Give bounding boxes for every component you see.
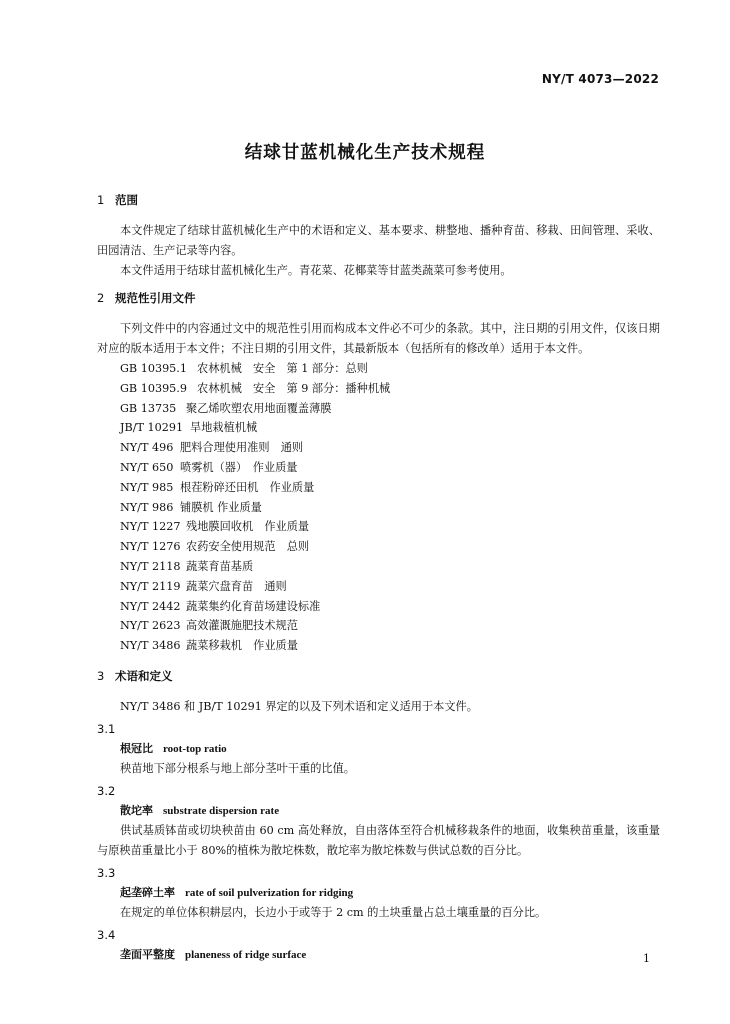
reference-code: NY/T 1276 (120, 540, 181, 554)
term-en: substrate dispersion rate (163, 804, 280, 817)
section-3-heading (97, 666, 660, 686)
standard-code: NY/T 4073—2022 (541, 72, 659, 86)
section-number: 3 (97, 668, 105, 683)
reference-title: 蔬菜集约化育苗场建设标准 (186, 599, 321, 613)
term-en: root-top ratio (163, 742, 227, 755)
reference-code: NY/T 496 (120, 441, 174, 455)
reference-item (120, 577, 660, 597)
term-number: 3.1 (97, 721, 116, 736)
reference-item (120, 597, 660, 617)
term-number: 3.3 (97, 865, 116, 880)
reference-code: GB 13735 (120, 401, 177, 415)
reference-code: NY/T 2623 (120, 619, 181, 633)
term-title (97, 883, 660, 903)
section-number: 2 (97, 291, 105, 305)
term-definition: 在规定的单位体积耕层内，长边小于或等于 2 cm 的土块重量占总土壤重量的百分比。 (120, 905, 547, 919)
reference-item (120, 438, 660, 458)
section-1-heading (97, 190, 660, 210)
term-zh: 散坨率 (120, 803, 153, 817)
reference-code: GB 10395.1 (120, 362, 187, 375)
reference-title: 蔬菜移栽机 作业质量 (186, 639, 298, 653)
reference-title: 喷雾机（器） 作业质量 (180, 460, 298, 474)
term-title (97, 739, 660, 759)
reference-code: NY/T 3486 (120, 639, 181, 653)
reference-item (120, 478, 660, 498)
reference-title: 根茬粉碎还田机 作业质量 (180, 480, 315, 494)
reference-code: NY/T 650 (120, 460, 174, 474)
terms-intro: NY/T 3486 和 JB/T 10291 界定的以及下列术语和定义适用于本文件。 (120, 699, 478, 713)
reference-title: 农林机械 安全 第 1 部分：总则 (197, 362, 368, 375)
reference-code: NY/T 985 (120, 480, 174, 494)
reference-title: 残地膜回收机 作业质量 (186, 520, 310, 534)
reference-code: GB 10395.9 (120, 381, 187, 395)
term-en: planeness of ridge surface (185, 948, 307, 961)
term-zh: 垄面平整度 (120, 947, 175, 961)
reference-item (120, 399, 660, 419)
references-intro: 下列文件中的内容通过文中的规范性引用而构成本文件必不可少的条款。其中，注日期的引用文件，仅该日期对应的版本适用于本文件；不注日期的引用文件，其最新版本（包括所有的修改单）适用于本文件。 (97, 322, 660, 355)
term-definition: 秧苗地下部分根系与地上部分茎叶干重的比值。 (120, 761, 355, 775)
reference-code: NY/T 986 (120, 500, 174, 514)
reference-item (120, 537, 660, 557)
reference-title: 旱地栽植机械 (190, 421, 258, 435)
term-definition: 供试基质钵苗或切块秧苗由 60 cm 高处释放，自由落体至符合机械移栽条件的地面，收集秧苗重量，该重量与原秧苗重量比小于 80%的植株为散坨株数，散坨率为散坨株数与供试总数的百分比。 (97, 823, 660, 857)
reference-item (120, 498, 660, 518)
reference-code: NY/T 2118 (120, 559, 181, 573)
term-title (97, 945, 660, 965)
page-number: 1 (643, 952, 650, 965)
reference-title: 蔬菜育苗基质 (186, 559, 254, 573)
reference-item (120, 616, 660, 636)
reference-title: 肥料合理使用准则 通则 (180, 441, 304, 455)
reference-code: NY/T 2119 (120, 579, 181, 593)
reference-title: 农药安全使用规范 总则 (186, 540, 310, 554)
term-number: 3.2 (97, 783, 116, 798)
scope-paragraph: 本文件规定了结球甘蓝机械化生产中的术语和定义、基本要求、耕整地、播种育苗、移栽、田间管理、采收、田园清洁、生产记录等内容。 (97, 224, 660, 257)
reference-item (120, 458, 660, 478)
term-zh: 起垄碎土率 (120, 885, 175, 899)
reference-item (120, 418, 660, 438)
reference-item (120, 359, 660, 379)
document-body (97, 190, 660, 965)
reference-item (120, 517, 660, 537)
term-en: rate of soil pulverization for ridging (185, 886, 354, 899)
section-2-heading (97, 288, 660, 308)
reference-title: 铺膜机 作业质量 (180, 500, 262, 514)
document-title: 结球甘蓝机械化生产技术规程 (244, 143, 486, 163)
reference-title: 聚乙烯吹塑农用地面覆盖薄膜 (186, 401, 332, 415)
reference-item (120, 379, 660, 399)
term-title (97, 801, 660, 821)
reference-title: 高效灌溉施肥技术规范 (186, 619, 298, 633)
reference-code: NY/T 2442 (120, 599, 181, 613)
reference-item (120, 636, 660, 656)
section-heading-text: 范围 (115, 193, 138, 207)
section-number: 1 (97, 193, 105, 207)
reference-code: NY/T 1227 (120, 520, 181, 534)
reference-code: JB/T 10291 (120, 421, 184, 435)
section-heading-text: 术语和定义 (115, 668, 173, 683)
term-number: 3.4 (97, 927, 116, 942)
reference-title: 农林机械 安全 第 9 部分：播种机械 (197, 381, 391, 395)
reference-item (120, 557, 660, 577)
reference-title: 蔬菜穴盘育苗 通则 (186, 579, 287, 593)
section-heading-text: 规范性引用文件 (115, 291, 196, 305)
reference-list (97, 359, 660, 656)
term-zh: 根冠比 (120, 741, 153, 755)
scope-paragraph: 本文件适用于结球甘蓝机械化生产。青花菜、花椰菜等甘蓝类蔬菜可参考使用。 (120, 264, 512, 277)
